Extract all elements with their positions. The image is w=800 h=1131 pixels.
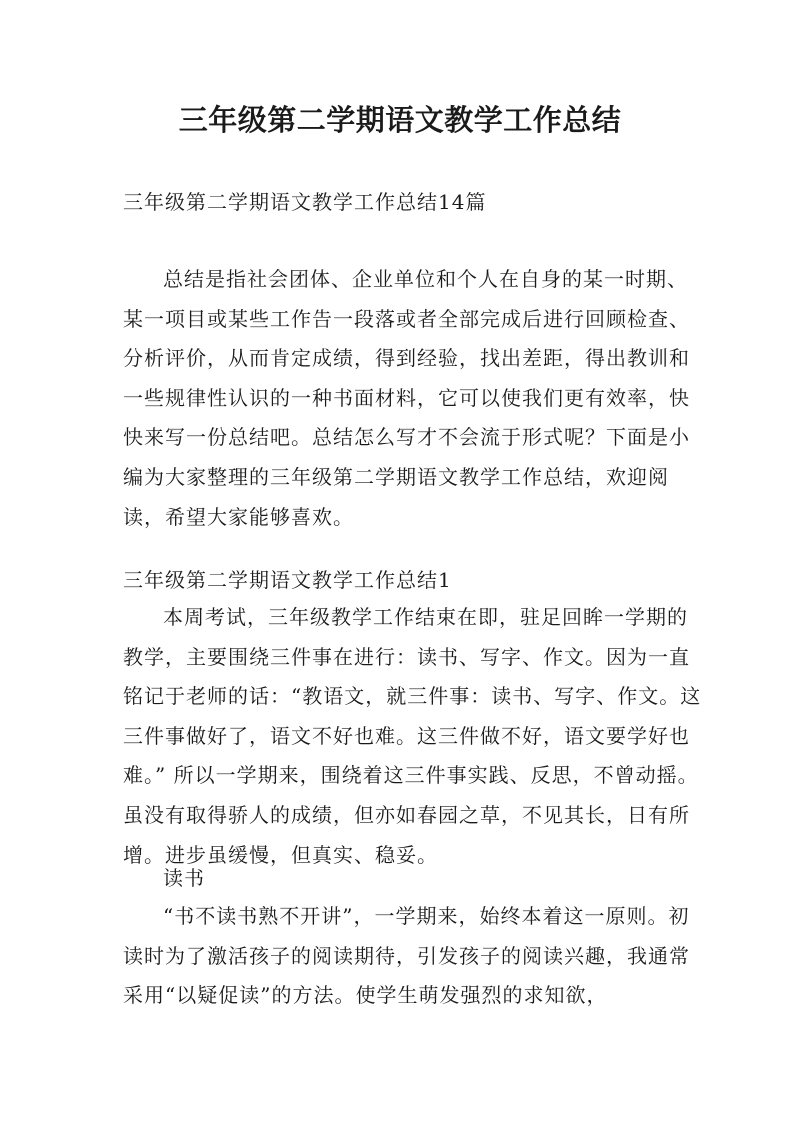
document-title: 三年级第二学期语文教学工作总结: [178, 103, 622, 137]
section1-heading: 三年级第二学期语文教学工作总结1: [123, 568, 452, 592]
intro-paragraph: 总结是指社会团体、企业单位和个人在自身的某一时期、某一项目或某些工作告一段落或者全部完成后进行回顾检查、分析评价，从而肯定成绩，得到经验，找出差距，得出教训和一些规律性认识的一种书面材料，它可以使我们更有效率，快快来写一份总结吧。总结怎么写才不会流于形式呢？下面是小编为大家整理的三年级第二学期语文教学工作总结，欢迎阅读，希望大家能够喜欢。: [123, 267, 690, 529]
section1-paragraph: 本周考试，三年级教学工作结束在即，驻足回眸一学期的教学，主要围绕三件事在进行：读书、写字、作文。因为一直铭记于老师的话：“教语文，就三件事：读书、写字、作文。这三件事做好了，语文不好也难。这三件做不好，语文要学好也难。” 所以一学期来，围绕着这三件事实践、反思，不曾动摇。虽没有取得骄人的成绩，但亦如春园之草，不见其长，日有所增。进步虽缓慢，但真实、稳妥。: [123, 605, 702, 867]
collection-heading: 三年级第二学期语文教学工作总结14篇: [123, 190, 487, 214]
reading-paragraph: “书不读书熟不开讲”，一学期来，始终本着这一原则。初读时为了激活孩子的阅读期待，引发孩子的阅读兴趣，我通常采用“以疑促读”的方法。使学生萌发强烈的求知欲，: [123, 904, 690, 1008]
subsection-heading-reading: 读书: [163, 866, 205, 890]
